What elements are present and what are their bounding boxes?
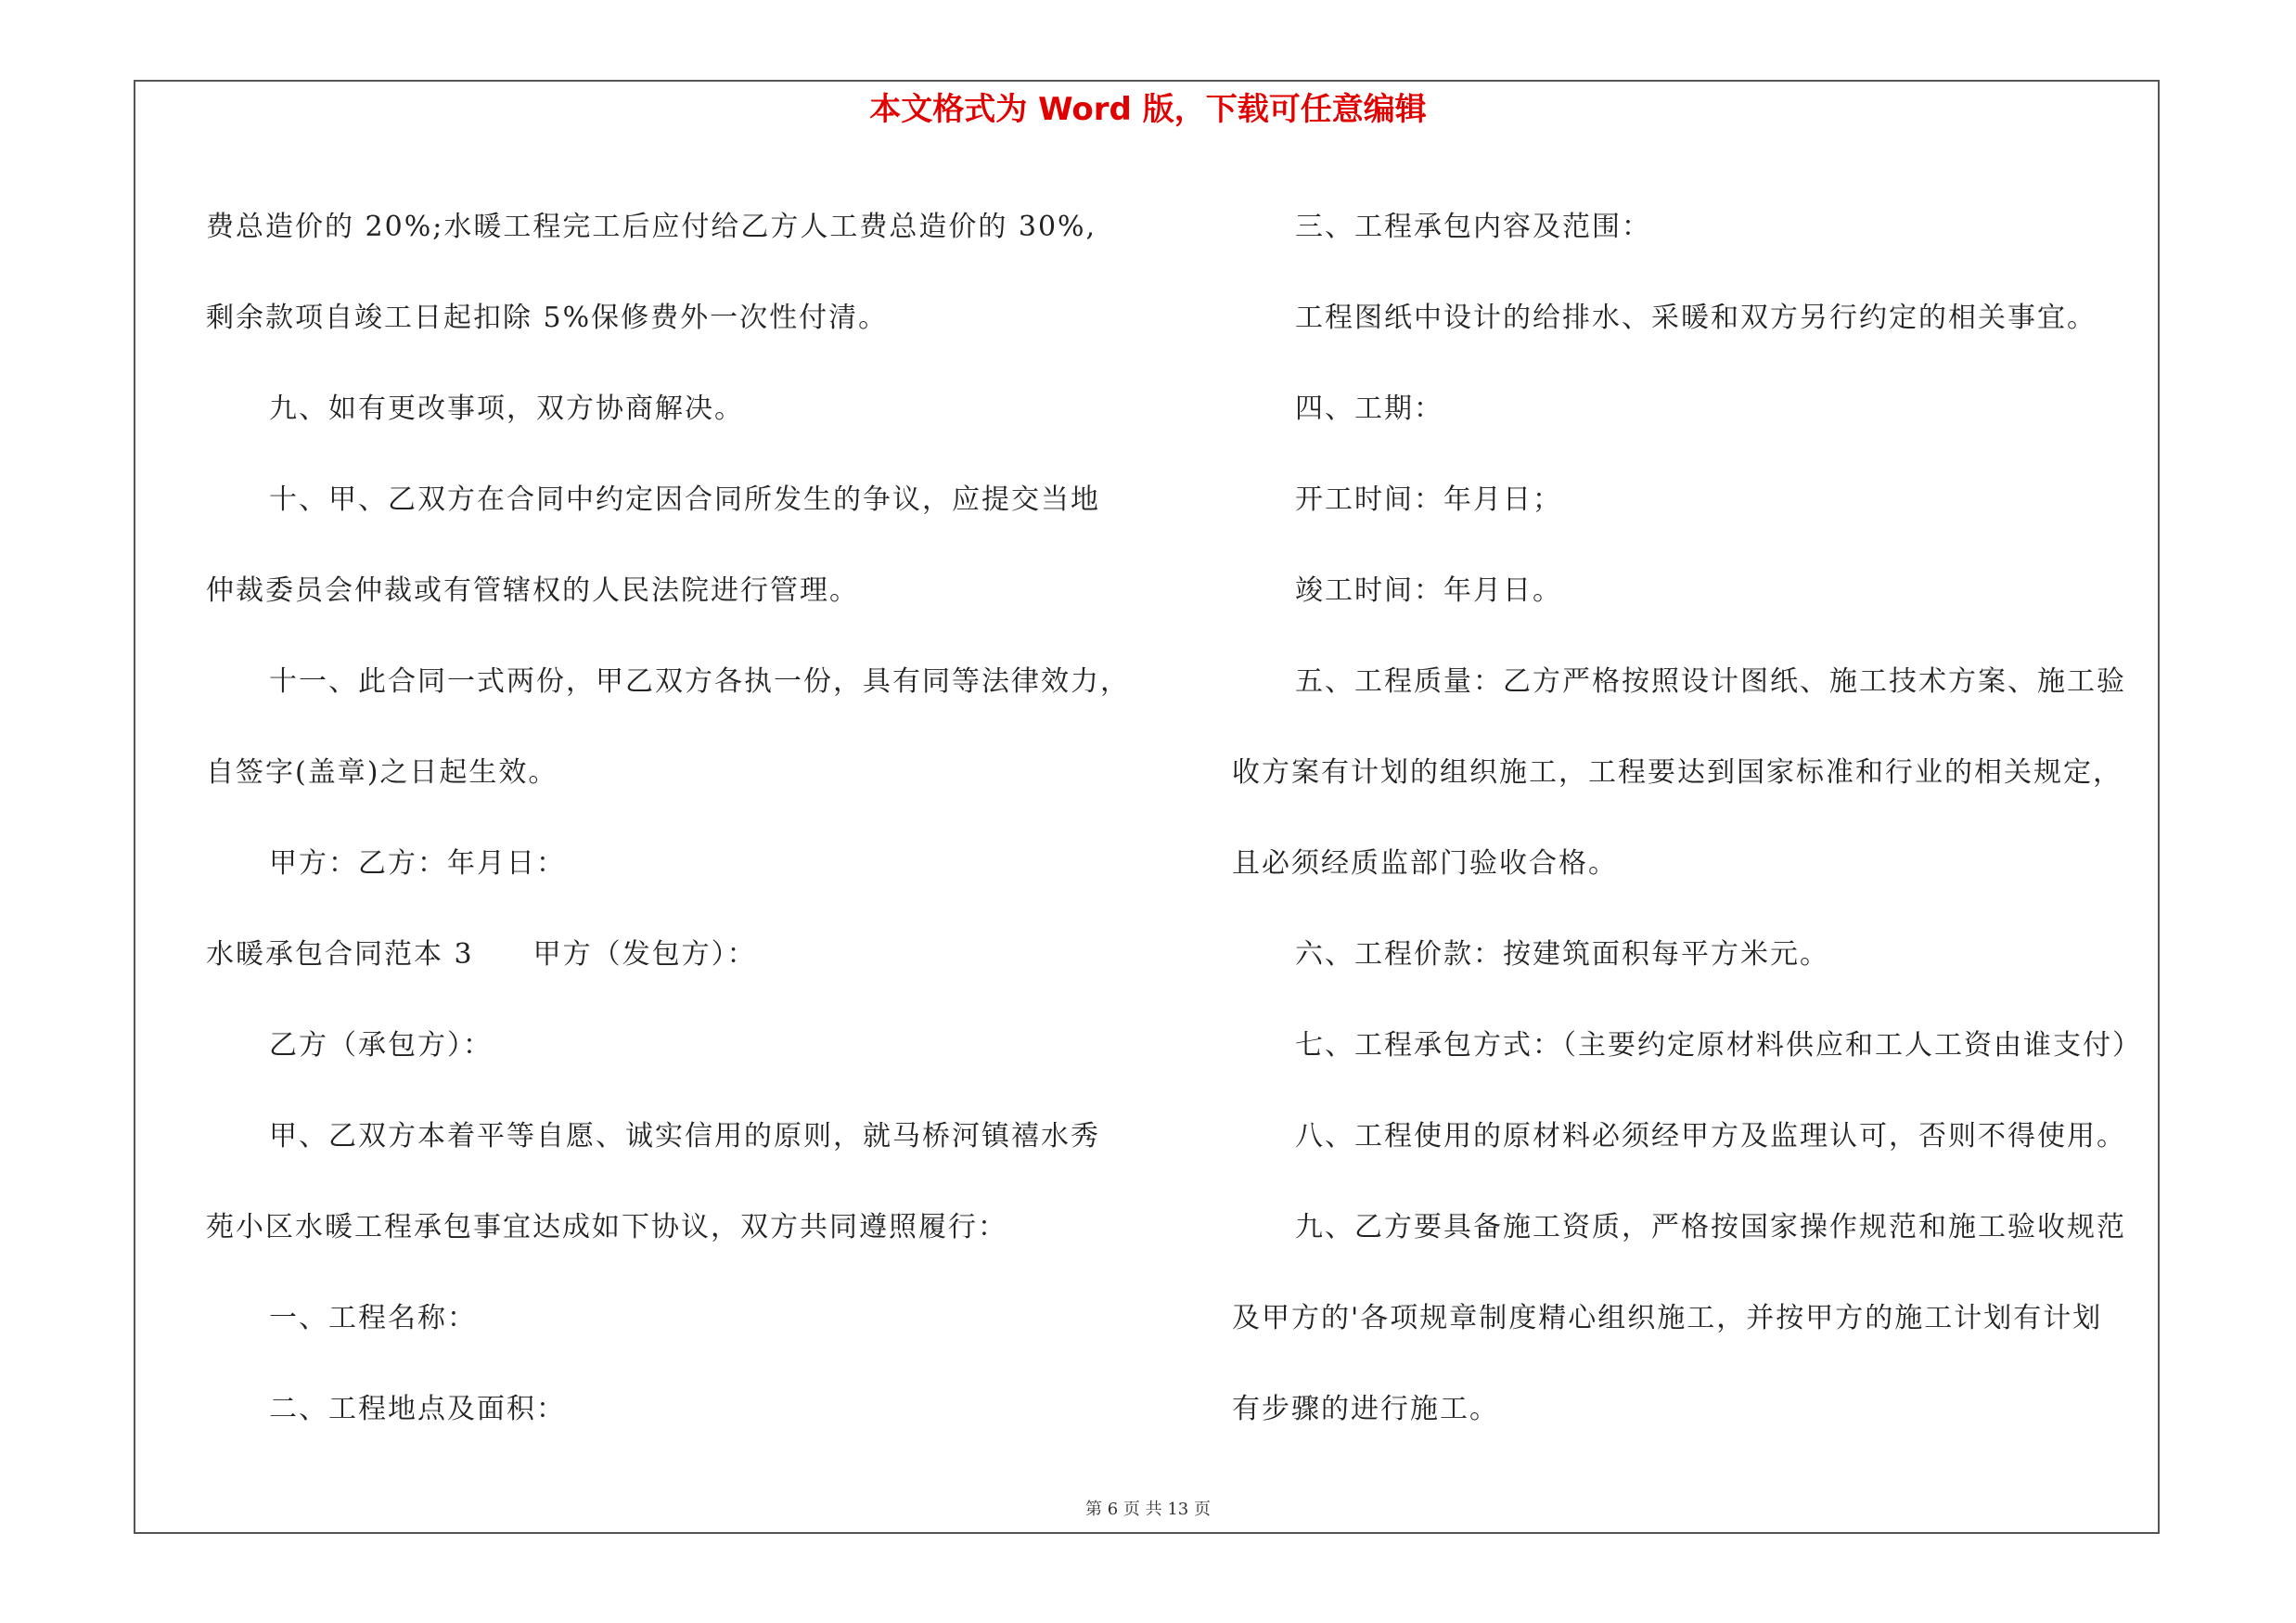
paragraph-line: 且必须经质监部门验收合格。 (1232, 847, 1618, 880)
left-column (206, 182, 1143, 1455)
page-number: 第 6 页 共 13 页 (1085, 1500, 1211, 1519)
paragraph-line: 仲裁委员会仲裁或有管辖权的人民法院进行管理。 (206, 574, 859, 607)
paragraph-line: 甲、乙双方本着平等自愿、诚实信用的原则，就马桥河镇禧水秀 (269, 1120, 1100, 1153)
right-column (1232, 182, 2171, 1455)
paragraph-line: 五、工程质量：乙方严格按照设计图纸、施工技术方案、施工验 (1295, 665, 2126, 698)
paragraph-line: 剩余款项自竣工日起扣除 5%保修费外一次性付清。 (206, 302, 889, 334)
paragraph-line: 三、工程承包内容及范围： (1295, 211, 1651, 243)
paragraph-line: 甲方：乙方：年月日： (269, 847, 566, 880)
paragraph-line: 二、工程地点及面积： (269, 1393, 566, 1425)
paragraph-line: 十一、此合同一式两份，甲乙双方各执一份，具有同等法律效力， (269, 665, 1130, 698)
paragraph-line: 收方案有计划的组织施工，工程要达到国家标准和行业的相关规定， (1232, 756, 2123, 789)
paragraph-line: 开工时间：年月日； (1295, 483, 1562, 516)
paragraph-line: 一、工程名称： (269, 1302, 477, 1334)
paragraph-line: 乙方（承包方）： (269, 1029, 493, 1062)
paragraph-line: 费总造价的 20%;水暖工程完工后应付给乙方人工费总造价的 30%, (206, 211, 1097, 243)
paragraph-line: 八、工程使用的原材料必须经甲方及监理认可，否则不得使用。 (1295, 1120, 2126, 1153)
paragraph-line: 九、如有更改事项，双方协商解决。 (269, 393, 744, 425)
paragraph-line: 自签字(盖章)之日起生效。 (206, 756, 558, 789)
page-header-banner: 本文格式为 Word 版，下载可任意编辑 (869, 91, 1427, 128)
paragraph-line: 及甲方的'各项规章制度精心组织施工，并按甲方的施工计划有计划 (1232, 1302, 2103, 1334)
paragraph-line: 九、乙方要具备施工资质，严格按国家操作规范和施工验收规范 (1295, 1211, 2126, 1243)
paragraph-line: 七、工程承包方式：（主要约定原材料供应和工人工资由谁支付） (1295, 1029, 2142, 1062)
paragraph-line: 六、工程价款：按建筑面积每平方米元。 (1295, 938, 1829, 971)
paragraph-line: 十、甲、乙双方在合同中约定因合同所发生的争议，应提交当地 (269, 483, 1100, 516)
paragraph-line: 工程图纸中设计的给排水、采暖和双方另行约定的相关事宜。 (1295, 302, 2097, 334)
paragraph-line: 四、工期： (1295, 393, 1443, 425)
paragraph-line: 竣工时间：年月日。 (1295, 574, 1562, 607)
paragraph-line: 水暖承包合同范本 3 甲方（发包方）： (206, 938, 757, 971)
paragraph-line: 苑小区水暖工程承包事宜达成如下协议，双方共同遵照履行： (206, 1211, 1007, 1243)
paragraph-line: 有步骤的进行施工。 (1232, 1393, 1499, 1425)
